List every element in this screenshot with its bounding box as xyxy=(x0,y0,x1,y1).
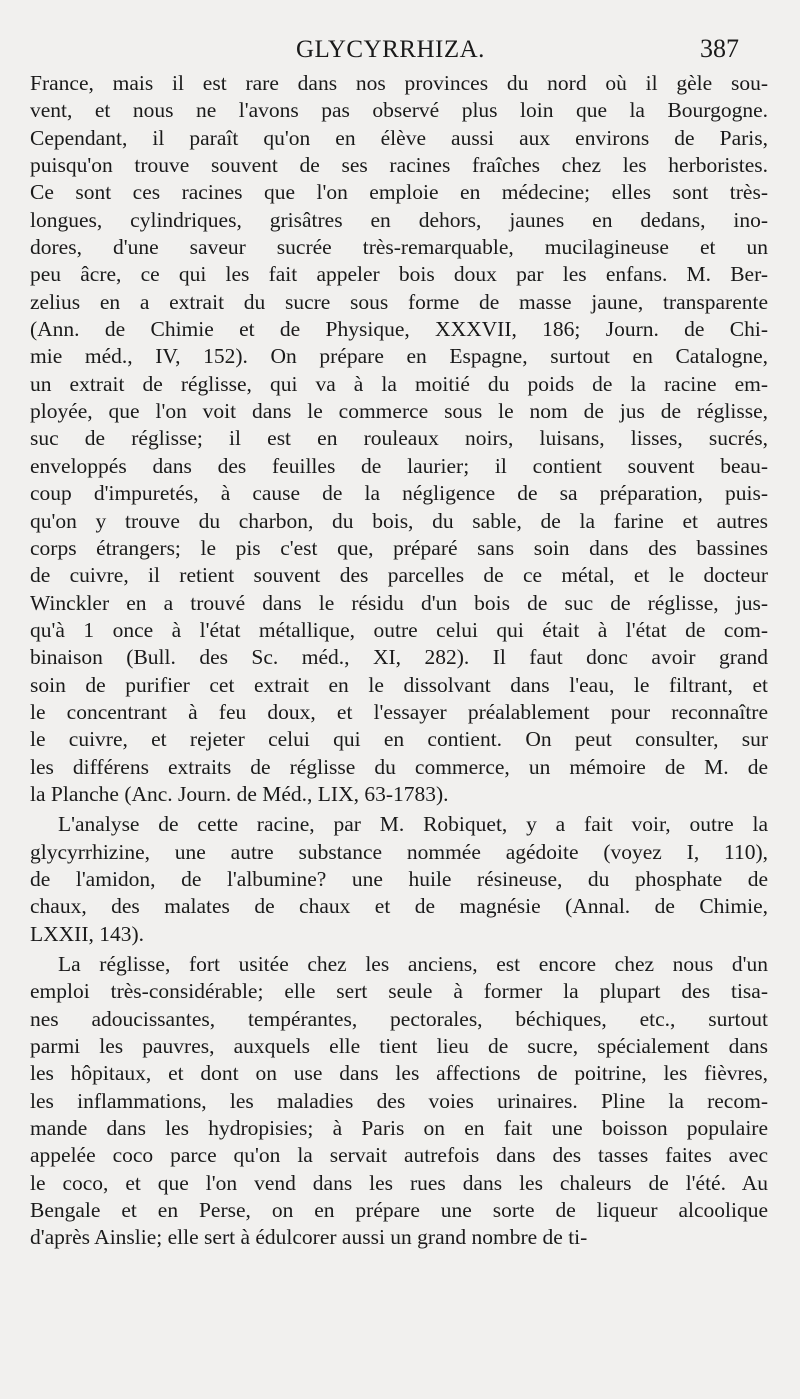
body-text xyxy=(30,70,768,1252)
text-line: les différens extraits de réglisse du commerce, un mémoire de M. de xyxy=(30,754,768,779)
page-header xyxy=(0,28,800,68)
text-line: de cuivre, il retient souvent des parcelles de ce métal, et le docteur xyxy=(30,563,768,588)
text-line: la Planche (Anc. Journ. de Méd., LIX, 63-1783). xyxy=(30,781,449,806)
text-line: longues, cylindriques, grisâtres en dehors, jaunes en dedans, ino- xyxy=(30,207,768,232)
text-line: le concentrant à feu doux, et l'essayer préalablement pour reconnaître xyxy=(30,699,768,724)
text-line: La réglisse, fort usitée chez les anciens, est encore chez nous d'un xyxy=(58,952,768,976)
text-line: les inflammations, les maladies des voies urinaires. Pline la recom- xyxy=(30,1088,768,1113)
text-line: le coco, et que l'on vend dans les rues dans les chaleurs de l'été. Au xyxy=(30,1170,768,1195)
text-line: ployée, que l'on voit dans le commerce sous le nom de jus de réglisse, xyxy=(30,399,768,424)
text-line: qu'à 1 once à l'état métallique, outre celui qui était à l'état de com- xyxy=(30,617,768,642)
text-line: glycyrrhizine, une autre substance nommée agédoite (voyez I, 110), xyxy=(30,839,768,864)
text-line: peu âcre, ce qui les fait appeler bois doux par les enfans. M. Ber- xyxy=(30,262,768,287)
text-line: LXXII, 143). xyxy=(30,921,145,946)
text-line: L'analyse de cette racine, par M. Robiquet, y a fait voir, outre la xyxy=(58,812,768,837)
text-line: un extrait de réglisse, qui va à la moitié du poids de la racine em- xyxy=(30,371,768,396)
text-line: enveloppés dans des feuilles de laurier; il contient souvent beau- xyxy=(30,453,768,478)
paragraph xyxy=(30,951,768,1252)
text-line: soin de purifier cet extrait en le dissolvant dans l'eau, le filtrant, et xyxy=(30,672,768,697)
text-line: (Ann. de Chimie et de Physique, XXXVII, 186; Journ. de Chi- xyxy=(30,317,768,342)
text-line: dores, d'une saveur sucrée très-remarquable, mucilagineuse et un xyxy=(30,235,768,260)
text-line: emploi très-considérable; elle sert seule à former la plupart des tisa- xyxy=(30,979,768,1004)
text-line: d'après Ainslie; elle sert à édulcorer aussi un grand nombre de ti- xyxy=(30,1225,588,1250)
paragraph xyxy=(30,811,768,948)
text-line: chaux, des malates de chaux et de magnésie (Annal. de Chimie, xyxy=(30,894,768,919)
text-line: nes adoucissantes, tempérantes, pectorales, béchiques, etc., surtout xyxy=(30,1006,768,1031)
text-line: parmi les pauvres, auxquels elle tient lieu de sucre, spécialement dans xyxy=(30,1034,768,1059)
text-line: les hôpitaux, et dont on use dans les affections de poitrine, les fièvres, xyxy=(30,1061,768,1086)
text-line: Cependant, il paraît qu'on en élève aussi aux environs de Paris, xyxy=(30,125,768,150)
text-line: mie méd., IV, 152). On prépare en Espagne, surtout en Catalogne, xyxy=(30,344,768,369)
running-title: GLYCYRRHIZA. xyxy=(296,36,485,63)
text-line: Bengale et en Perse, on en prépare une sorte de liqueur alcoolique xyxy=(30,1198,768,1223)
text-line: puisqu'on trouve souvent de ses racines fraîches chez les herboristes. xyxy=(30,153,768,178)
text-line: de l'amidon, de l'albumine? une huile résineuse, du phosphate de xyxy=(30,866,768,891)
text-line: zelius en a extrait du sucre sous forme de masse jaune, transparente xyxy=(30,289,768,314)
text-line: binaison (Bull. des Sc. méd., XI, 282). Il faut donc avoir grand xyxy=(30,645,768,670)
text-line: France, mais il est rare dans nos provinces du nord où il gèle sou- xyxy=(30,71,768,95)
text-line: Ce sont ces racines que l'on emploie en médecine; elles sont très- xyxy=(30,180,768,205)
text-line: coup d'impuretés, à cause de la négligence de sa préparation, puis- xyxy=(30,481,768,506)
text-line: qu'on y trouve du charbon, du bois, du sable, de la farine et autres xyxy=(30,508,768,533)
text-line: le cuivre, et rejeter celui qui en contient. On peut consulter, sur xyxy=(30,727,768,752)
text-line: appelée coco parce qu'on la servait autrefois dans des tasses faites avec xyxy=(30,1143,768,1168)
text-line: suc de réglisse; il est en rouleaux noirs, luisans, lisses, sucrés, xyxy=(30,426,768,451)
text-line: corps étrangers; le pis c'est que, préparé sans soin dans des bassines xyxy=(30,535,768,560)
text-line: vent, et nous ne l'avons pas observé plus loin que la Bourgogne. xyxy=(30,98,768,123)
text-line: Winckler en a trouvé dans le résidu d'un bois de suc de réglisse, jus- xyxy=(30,590,768,615)
paragraph xyxy=(30,70,768,808)
text-line: mande dans les hydropisies; à Paris on en fait une boisson populaire xyxy=(30,1116,768,1141)
page-number: 387 xyxy=(700,34,739,63)
